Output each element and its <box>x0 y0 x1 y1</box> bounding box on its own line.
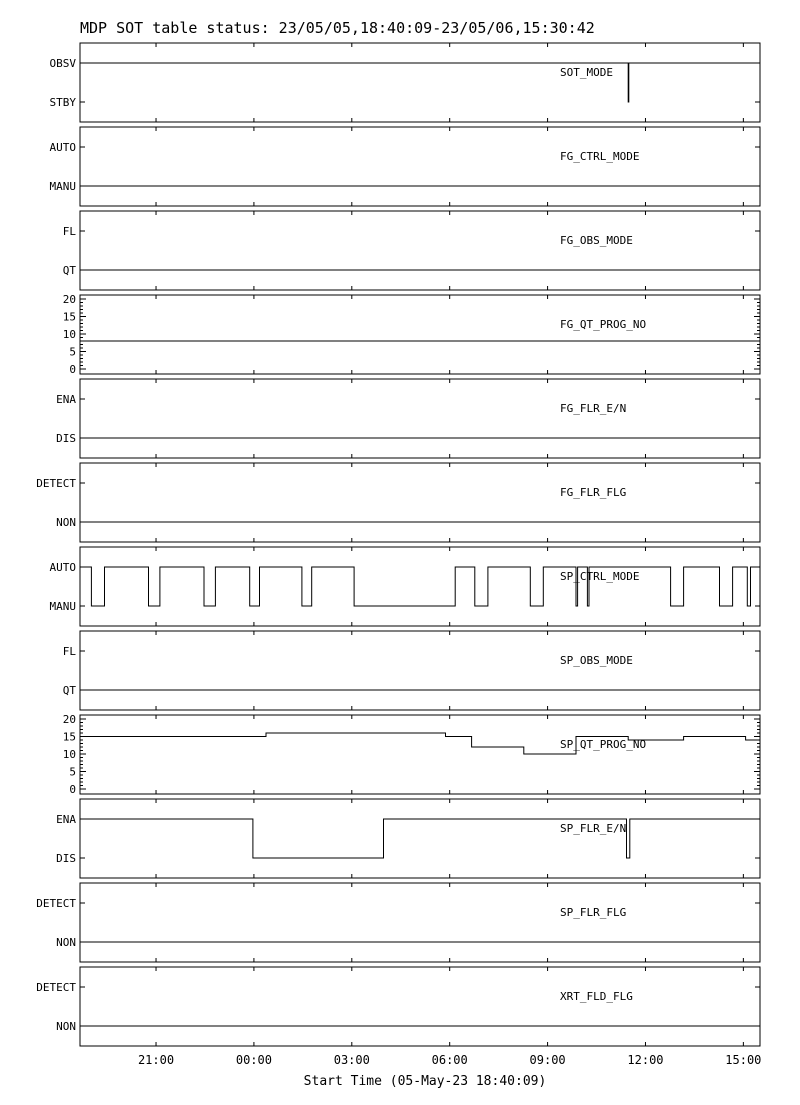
y-tick-label: NON <box>56 516 76 529</box>
panel-label: SP_FLR_E/N <box>560 822 627 835</box>
y-tick-label: ENA <box>56 813 76 826</box>
series-line-sp-flr-e-n <box>80 819 760 858</box>
y-tick-label: 15 <box>62 730 76 744</box>
y-tick-label: AUTO <box>49 141 76 154</box>
panel-label: FG_CTRL_MODE <box>560 150 640 163</box>
x-tick-label: 03:00 <box>333 1053 370 1067</box>
panel-frame <box>80 379 760 458</box>
y-tick-label: DETECT <box>36 477 76 490</box>
y-tick-label: 10 <box>62 748 76 761</box>
panel-label: FG_OBS_MODE <box>560 234 633 247</box>
y-tick-label: DIS <box>56 852 76 865</box>
panel-frame <box>80 295 760 374</box>
series-line-sp-qt-prog-no <box>80 733 760 754</box>
chart-title: MDP SOT table status: 23/05/05,18:40:09-23/05/06,15:30:42 <box>80 19 595 37</box>
panel-sot-mode <box>50 43 761 122</box>
x-tick-label: 06:00 <box>431 1053 468 1067</box>
y-tick-label: STBY <box>49 96 76 109</box>
panel-frame <box>80 211 760 290</box>
y-tick-label: DETECT <box>36 981 76 994</box>
y-tick-label: QT <box>62 264 76 277</box>
panel-label: SP_FLR_FLG <box>560 906 627 919</box>
y-tick-label: 0 <box>69 363 76 376</box>
panel-frame <box>80 127 760 206</box>
y-tick-label: 5 <box>69 765 76 779</box>
y-tick-label: DETECT <box>36 897 76 910</box>
y-tick-label: FL <box>62 645 76 658</box>
x-axis <box>138 1053 761 1067</box>
y-tick-label: MANU <box>49 180 76 193</box>
panel-label: SOT_MODE <box>560 66 613 79</box>
panel-frame <box>80 883 760 962</box>
panel-fg-obs-mode <box>63 211 760 290</box>
panel-frame <box>80 799 760 878</box>
x-tick-label: 15:00 <box>725 1053 762 1067</box>
y-tick-label: DIS <box>56 432 76 445</box>
x-tick-label: 00:00 <box>235 1053 272 1067</box>
x-axis-label: Start Time (05-May-23 18:40:09) <box>303 1074 547 1089</box>
panels <box>36 43 760 1046</box>
panel-frame <box>80 43 760 122</box>
panel-sp-obs-mode <box>63 631 760 710</box>
panel-sp-flr-flg <box>36 883 760 962</box>
panel-sp-flr-e-n <box>56 799 760 878</box>
panel-label: XRT_FLD_FLG <box>560 990 633 1003</box>
y-tick-label: 10 <box>62 328 76 341</box>
panel-sp-qt-prog-no <box>63 713 760 796</box>
y-tick-label: AUTO <box>49 561 76 574</box>
panel-fg-flr-flg <box>36 463 760 542</box>
y-tick-label: MANU <box>49 600 76 613</box>
y-tick-label: QT <box>62 684 76 697</box>
y-tick-label: ENA <box>56 393 76 406</box>
y-tick-label: FL <box>62 225 76 238</box>
panel-frame <box>80 547 760 626</box>
y-tick-label: 15 <box>62 310 76 324</box>
panel-xrt-fld-flg <box>36 967 760 1046</box>
panel-fg-flr-e-n <box>56 379 760 458</box>
series-line-sot-mode <box>80 63 760 102</box>
y-tick-label: 0 <box>69 783 76 796</box>
panel-frame <box>80 715 760 794</box>
panel-label: SP_CTRL_MODE <box>560 570 640 583</box>
series-line-sp-ctrl-mode <box>80 567 760 606</box>
panel-fg-ctrl-mode <box>50 127 761 206</box>
panel-label: FG_QT_PROG_NO <box>560 318 647 331</box>
y-tick-label: NON <box>56 936 76 949</box>
y-tick-label: NON <box>56 1020 76 1033</box>
panel-fg-qt-prog-no <box>63 293 760 376</box>
y-tick-label: 20 <box>62 293 76 306</box>
panel-frame <box>80 463 760 542</box>
panel-frame <box>80 631 760 710</box>
panel-label: SP_QT_PROG_NO <box>560 738 647 751</box>
y-tick-label: OBSV <box>49 57 76 70</box>
y-tick-label: 5 <box>69 345 76 359</box>
x-tick-label: 21:00 <box>137 1053 175 1067</box>
panel-label: FG_FLR_E/N <box>560 402 627 415</box>
x-tick-label: 09:00 <box>529 1053 566 1067</box>
panel-label: SP_OBS_MODE <box>560 654 633 667</box>
panel-sp-ctrl-mode <box>50 547 761 626</box>
panel-frame <box>80 967 760 1046</box>
x-tick-label: 12:00 <box>627 1053 664 1067</box>
y-tick-label: 20 <box>62 713 76 726</box>
panel-label: FG_FLR_FLG <box>560 486 627 499</box>
